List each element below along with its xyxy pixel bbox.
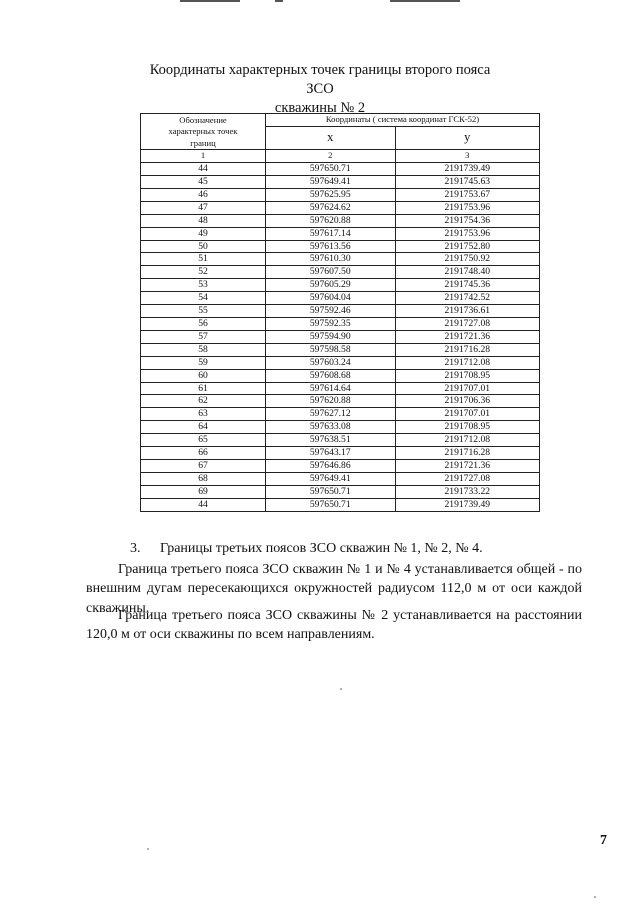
y-coordinate-cell: 2191721.36	[395, 330, 539, 343]
point-cell: 60	[141, 369, 266, 382]
y-coordinate-cell: 2191712.08	[395, 356, 539, 369]
table-row	[141, 188, 540, 201]
table-row	[141, 447, 540, 460]
scan-artifact-top	[180, 0, 470, 4]
y-coordinate-cell: 2191716.28	[395, 447, 539, 460]
x-coordinate-cell: 597649.41	[266, 176, 396, 189]
x-coordinate-cell: 597608.68	[266, 369, 396, 382]
scan-speck	[340, 688, 342, 690]
x-coordinate-cell: 597643.17	[266, 447, 396, 460]
table-row	[141, 485, 540, 498]
coordinates-table	[140, 113, 540, 512]
point-cell: 53	[141, 279, 266, 292]
table-body	[141, 163, 540, 511]
point-cell: 51	[141, 253, 266, 266]
x-coordinate-cell: 597598.58	[266, 343, 396, 356]
table-title-line1: Координаты характерных точек границы второго пояса ЗСО	[149, 62, 491, 97]
point-cell: 44	[141, 498, 266, 511]
x-coordinate-cell: 597650.71	[266, 163, 396, 176]
x-coordinate-cell: 597620.88	[266, 214, 396, 227]
y-coordinate-cell: 2191733.22	[395, 485, 539, 498]
y-coordinate-cell: 2191707.01	[395, 382, 539, 395]
x-column-header: x	[266, 127, 396, 150]
point-cell: 44	[141, 163, 266, 176]
table-row	[141, 253, 540, 266]
x-coordinate-cell: 597633.08	[266, 421, 396, 434]
y-coordinate-cell: 2191716.28	[395, 343, 539, 356]
y-coordinate-cell: 2191712.08	[395, 434, 539, 447]
y-coordinate-cell: 2191745.63	[395, 176, 539, 189]
x-coordinate-cell: 597592.46	[266, 305, 396, 318]
point-cell: 65	[141, 434, 266, 447]
table-row	[141, 163, 540, 176]
table-title-line2: скважины № 2	[274, 100, 366, 116]
y-coordinate-cell: 2191721.36	[395, 459, 539, 472]
point-cell: 52	[141, 266, 266, 279]
column-number-2: 2	[266, 150, 396, 163]
x-coordinate-cell: 597624.62	[266, 201, 396, 214]
y-coordinate-cell: 2191727.08	[395, 472, 539, 485]
table-row	[141, 382, 540, 395]
y-column-header: y	[395, 127, 539, 150]
y-coordinate-cell: 2191753.67	[395, 188, 539, 201]
table-row	[141, 292, 540, 305]
table-row	[141, 459, 540, 472]
y-coordinate-cell: 2191748.40	[395, 266, 539, 279]
point-cell: 59	[141, 356, 266, 369]
section-number: 3.	[130, 541, 141, 556]
y-coordinate-cell: 2191752.80	[395, 240, 539, 253]
y-coordinate-cell: 2191753.96	[395, 227, 539, 240]
y-coordinate-cell: 2191708.95	[395, 369, 539, 382]
table-row	[141, 343, 540, 356]
header-label-line2: характерных точек	[168, 126, 238, 137]
point-cell: 58	[141, 343, 266, 356]
point-cell: 46	[141, 188, 266, 201]
point-cell: 64	[141, 421, 266, 434]
table-row	[141, 330, 540, 343]
scan-speck	[147, 848, 149, 850]
table-row	[141, 279, 540, 292]
page-number: 7	[600, 833, 607, 848]
x-coordinate-cell: 597610.30	[266, 253, 396, 266]
x-coordinate-cell: 597625.95	[266, 188, 396, 201]
y-coordinate-cell: 2191742.52	[395, 292, 539, 305]
table-row	[141, 369, 540, 382]
x-coordinate-cell: 597604.04	[266, 292, 396, 305]
y-coordinate-cell: 2191745.36	[395, 279, 539, 292]
table-row	[141, 356, 540, 369]
x-coordinate-cell: 597617.14	[266, 227, 396, 240]
table-row	[141, 421, 540, 434]
table-row	[141, 498, 540, 511]
x-coordinate-cell: 597614.64	[266, 382, 396, 395]
y-coordinate-cell: 2191727.08	[395, 318, 539, 331]
x-coordinate-cell: 597603.24	[266, 356, 396, 369]
y-coordinate-cell: 2191706.36	[395, 395, 539, 408]
table-row	[141, 176, 540, 189]
x-coordinate-cell: 597605.29	[266, 279, 396, 292]
point-cell: 48	[141, 214, 266, 227]
section-heading-text: Границы третьих поясов ЗСО скважин № 1, № 2, № 4.	[160, 541, 483, 556]
paragraph-2: Граница третьего пояса ЗСО скважины № 2 устанавливается на расстоянии 120,0 м от оси скважины по всем направлениям.	[86, 608, 582, 643]
x-coordinate-cell: 597607.50	[266, 266, 396, 279]
x-coordinate-cell: 597592.35	[266, 318, 396, 331]
x-coordinate-cell: 597594.90	[266, 330, 396, 343]
paragraph-1: Граница третьего пояса ЗСО скважин № 1 и № 4 устанавливается общей - по внешним дугам пересекающихся окружностей радиусом 112,0 м от оси каждой скважины.	[86, 562, 582, 616]
table-row	[141, 472, 540, 485]
y-coordinate-cell: 2191739.49	[395, 163, 539, 176]
section-heading	[130, 539, 550, 558]
y-coordinate-cell: 2191708.95	[395, 421, 539, 434]
x-coordinate-cell: 597646.86	[266, 459, 396, 472]
x-coordinate-cell: 597650.71	[266, 498, 396, 511]
point-cell: 49	[141, 227, 266, 240]
table-row	[141, 201, 540, 214]
y-coordinate-cell: 2191739.49	[395, 498, 539, 511]
point-cell: 68	[141, 472, 266, 485]
table-row	[141, 266, 540, 279]
y-coordinate-cell: 2191754.36	[395, 214, 539, 227]
column-number-1: 1	[141, 150, 266, 163]
point-cell: 56	[141, 318, 266, 331]
y-coordinate-cell: 2191750.92	[395, 253, 539, 266]
coordinates-group-header: Координаты ( система координат ГСК-52)	[266, 114, 540, 127]
header-label-line1: Обозначение	[179, 115, 227, 125]
y-coordinate-cell: 2191707.01	[395, 408, 539, 421]
table-row	[141, 240, 540, 253]
point-cell: 66	[141, 447, 266, 460]
table-row	[141, 305, 540, 318]
point-cell: 54	[141, 292, 266, 305]
point-cell: 57	[141, 330, 266, 343]
y-coordinate-cell: 2191753.96	[395, 201, 539, 214]
point-cell: 47	[141, 201, 266, 214]
table-row	[141, 214, 540, 227]
table-row	[141, 395, 540, 408]
scan-speck	[594, 896, 596, 898]
point-cell: 63	[141, 408, 266, 421]
x-coordinate-cell: 597638.51	[266, 434, 396, 447]
table-row	[141, 227, 540, 240]
point-cell: 61	[141, 382, 266, 395]
point-cell: 62	[141, 395, 266, 408]
table-row	[141, 318, 540, 331]
table-title	[140, 61, 500, 118]
point-cell: 69	[141, 485, 266, 498]
y-coordinate-cell: 2191736.61	[395, 305, 539, 318]
x-coordinate-cell: 597627.12	[266, 408, 396, 421]
point-cell: 55	[141, 305, 266, 318]
x-coordinate-cell: 597650.71	[266, 485, 396, 498]
point-designation-header	[141, 114, 266, 150]
x-coordinate-cell: 597620.88	[266, 395, 396, 408]
point-cell: 45	[141, 176, 266, 189]
point-cell: 50	[141, 240, 266, 253]
x-coordinate-cell: 597649.41	[266, 472, 396, 485]
point-cell: 67	[141, 459, 266, 472]
table-row	[141, 434, 540, 447]
x-coordinate-cell: 597613.56	[266, 240, 396, 253]
header-label-line3: границ	[190, 137, 216, 148]
column-number-3: 3	[395, 150, 539, 163]
table-row	[141, 408, 540, 421]
